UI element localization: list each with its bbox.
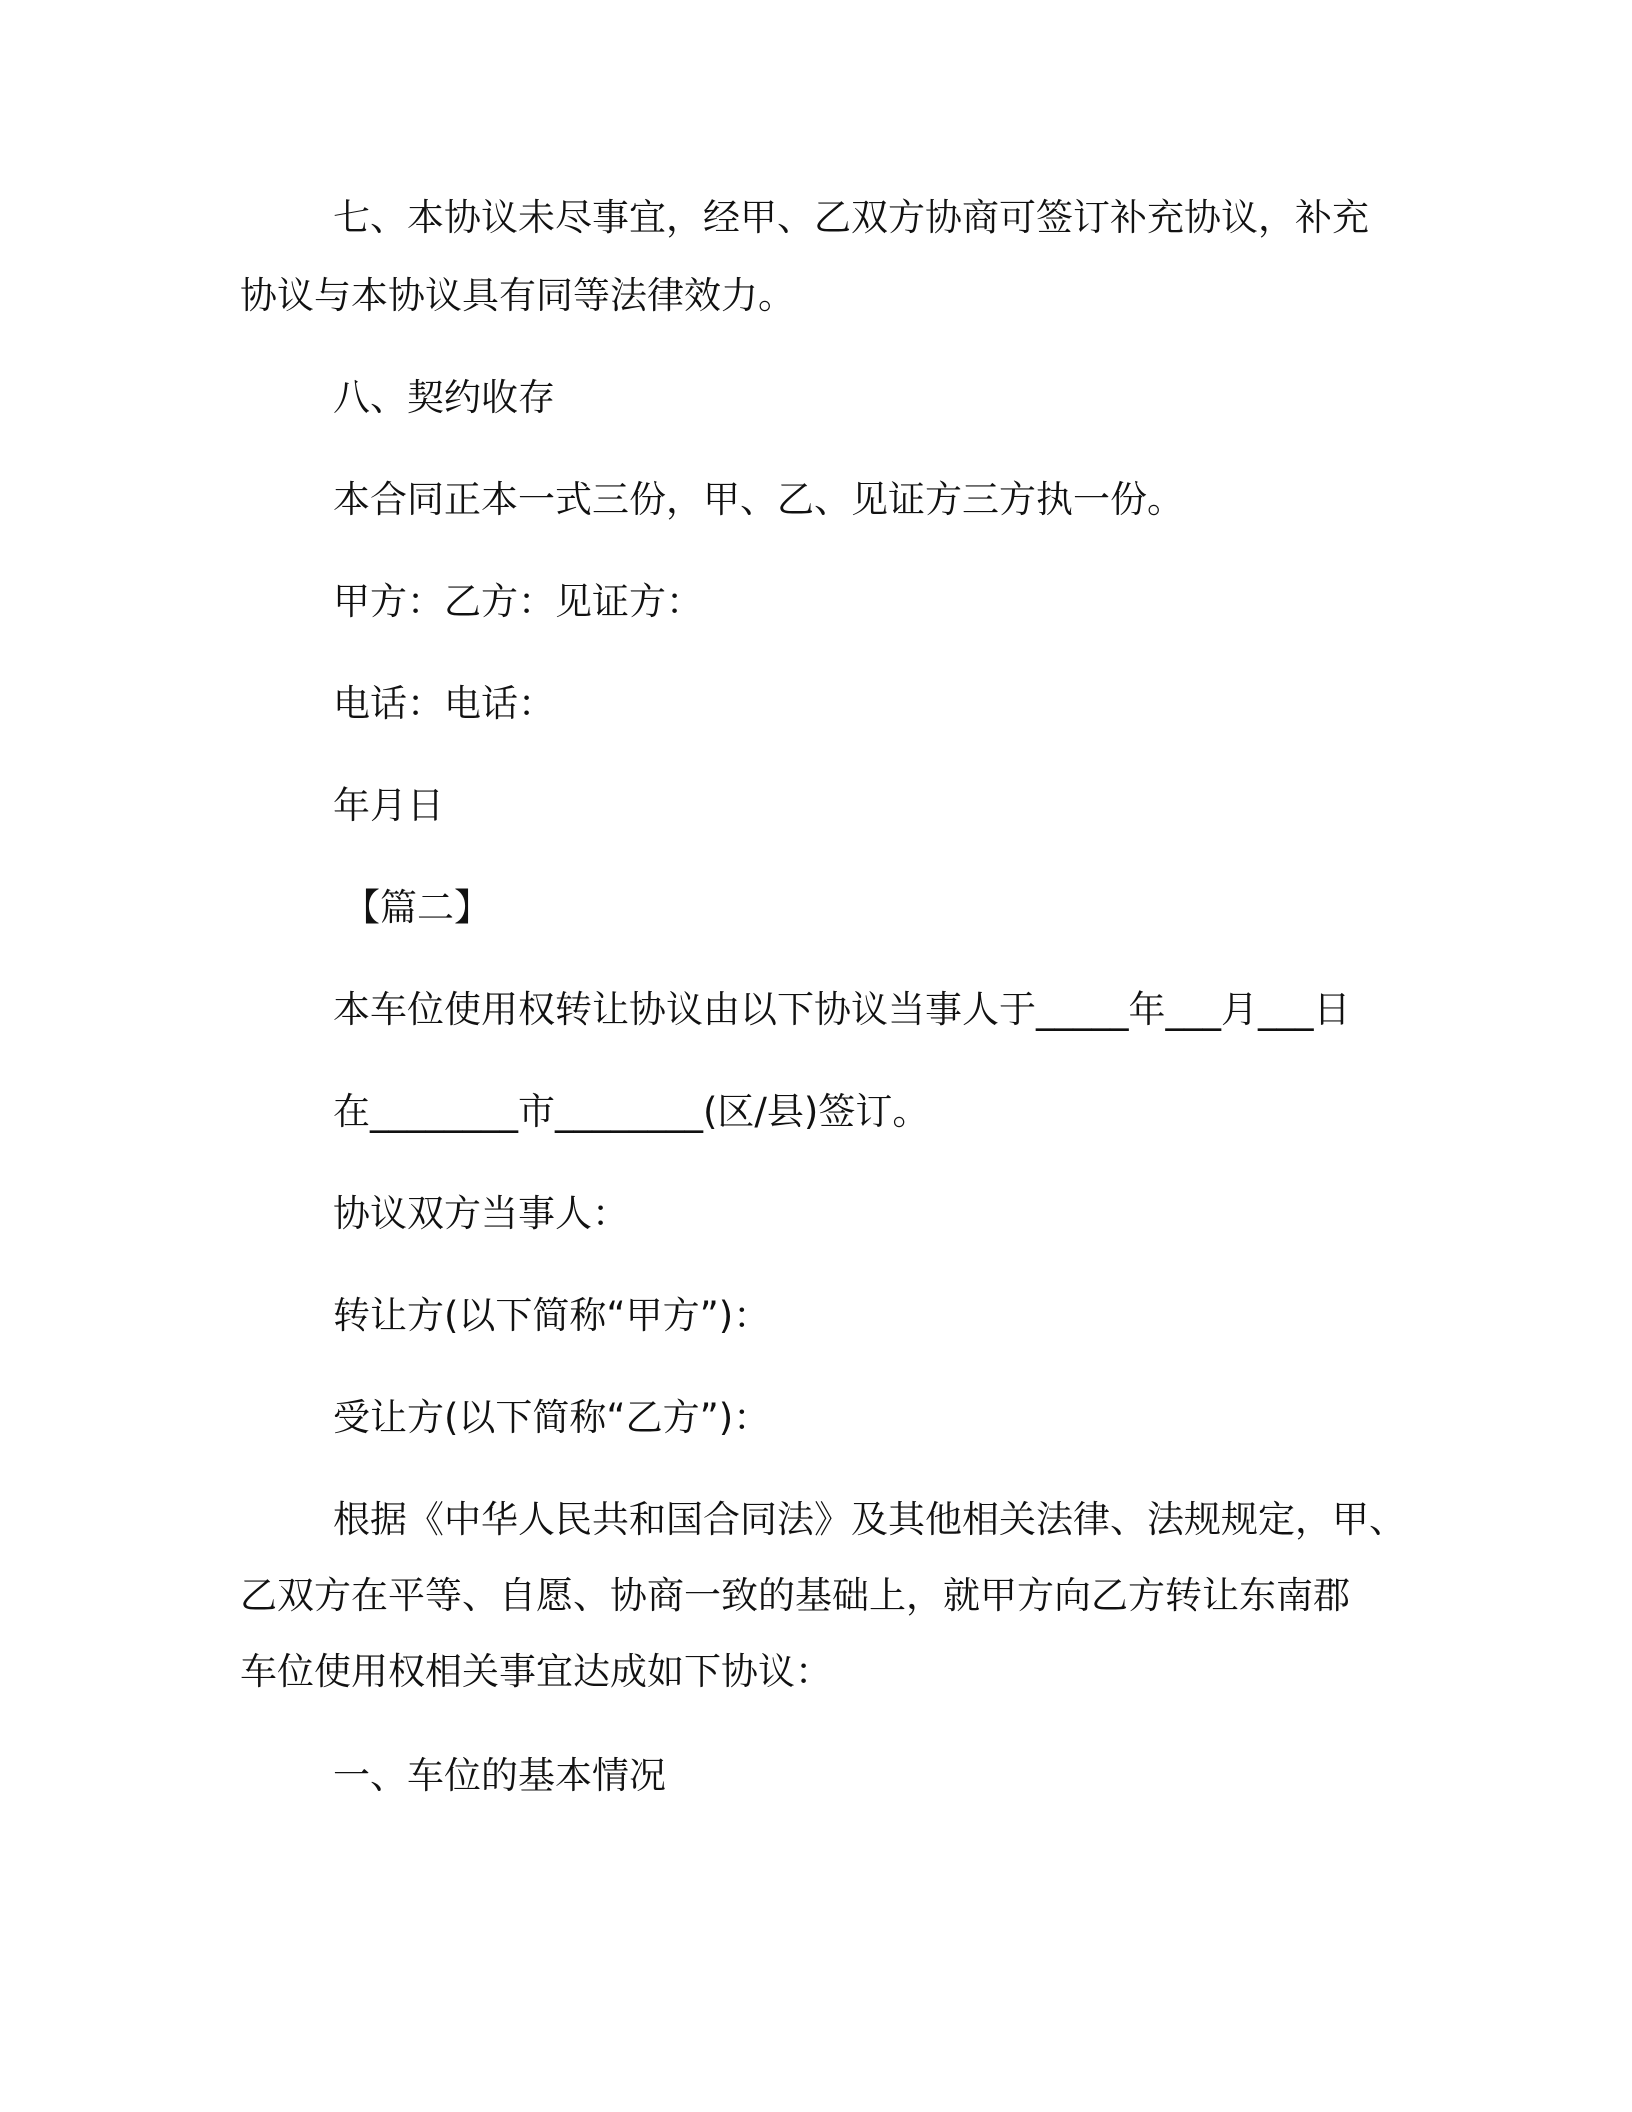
agreement-intro-line-1: 本车位使用权转让协议由以下协议当事人于_____年___月___日 xyxy=(333,988,1351,1031)
date-line: 年月日 xyxy=(333,784,444,827)
phone-line: 电话：电话： xyxy=(333,682,555,725)
agreement-intro-line-2: 在________市________(区/县)签订。 xyxy=(333,1090,930,1133)
transferor-line: 转让方(以下简称“甲方”)： xyxy=(333,1294,771,1337)
section-one-heading: 一、车位的基本情况 xyxy=(333,1754,666,1797)
clause-seven-line-1: 七、本协议未尽事宜，经甲、乙双方协商可签订补充协议，补充 xyxy=(333,196,1369,239)
legal-basis-line-2: 乙双方在平等、自愿、协商一致的基础上，就甲方向乙方转让东南郡 xyxy=(240,1574,1350,1617)
copies-paragraph: 本合同正本一式三份，甲、乙、见证方三方执一份。 xyxy=(333,478,1184,521)
legal-basis-line-1: 根据《中华人民共和国合同法》及其他相关法律、法规规定，甲、 xyxy=(333,1498,1406,1541)
clause-seven-line-2: 协议与本协议具有同等法律效力。 xyxy=(240,274,795,317)
parties-heading: 协议双方当事人： xyxy=(333,1192,629,1235)
signature-parties-line: 甲方：乙方：见证方： xyxy=(333,580,703,623)
legal-basis-line-3: 车位使用权相关事宜达成如下协议： xyxy=(240,1650,832,1693)
clause-eight-heading: 八、契约收存 xyxy=(333,376,555,419)
transferee-line: 受让方(以下简称“乙方”)： xyxy=(333,1396,771,1439)
section-two-heading: 【篇二】 xyxy=(343,886,491,929)
